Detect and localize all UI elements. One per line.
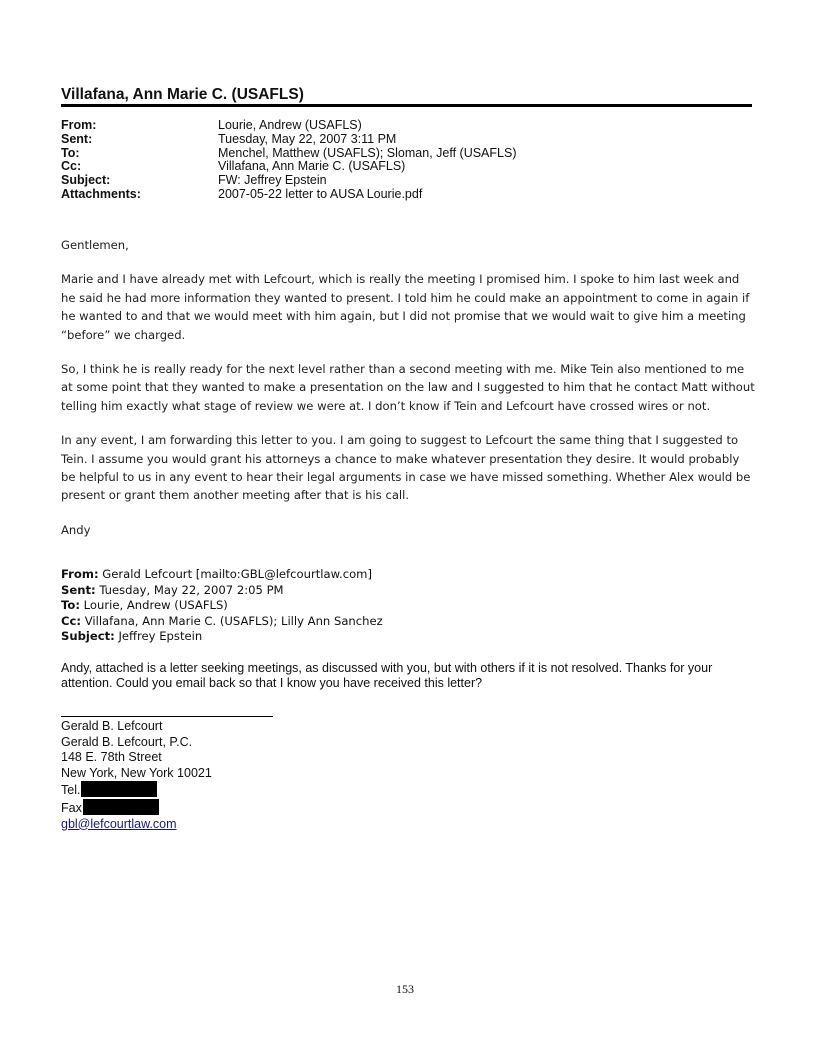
email-header [61, 119, 751, 202]
fwd-row-to [61, 598, 751, 614]
fwd-row-cc [61, 614, 751, 630]
signature-city: New York, New York 10021 [61, 765, 212, 780]
redaction-box [81, 781, 157, 797]
email-body [61, 236, 756, 555]
fax-label: Fax [61, 800, 82, 815]
fwd-sent-label: Sent: [61, 582, 96, 597]
header-row-sent [61, 133, 751, 147]
sign-off: Andy [61, 522, 91, 537]
from-value: Lourie, Andrew (USAFLS) [218, 118, 362, 132]
subject-value: FW: Jeffrey Epstein [218, 173, 327, 188]
from-label: From: [61, 118, 97, 132]
fwd-row-from [61, 567, 751, 583]
fwd-cc-label: Cc: [61, 613, 82, 628]
to-value: Menchel, Matthew (USAFLS); Sloman, Jeff (USAFLS) [218, 145, 517, 160]
fwd-row-subject [61, 629, 751, 645]
forwarded-body: Andy, attached is a letter seeking meetings, as discussed with you, but with others if it is not resolved. Thanks for your attention. Could you email back so that I know you have received this letter? [61, 661, 713, 690]
header-row-to [61, 147, 751, 161]
header-row-from [61, 119, 751, 133]
attachment-link[interactable]: 2007-05-22 letter to AUSA Lourie.pdf [218, 186, 423, 201]
header-row-subject [61, 174, 751, 188]
subject-label: Subject: [61, 173, 111, 188]
title-divider [61, 104, 752, 107]
attachments-label: Attachments: [61, 186, 141, 201]
sent-label: Sent: [61, 131, 93, 146]
cc-value: Villafana, Ann Marie C. (USAFLS) [218, 159, 406, 174]
signature-block [61, 719, 361, 832]
paragraph: In any event, I am forwarding this letter to you. I am going to suggest to Lefcourt the same thing that I suggested to Tein. I assume you would grant his attorneys a chance to make whatever presentation they desire. It would probably be helpful to us in any event to hear their legal arguments in case we have missed something. Whether Alex would be present or grant them another meeting after that is his call. [61, 433, 751, 503]
signature-street: 148 E. 78th Street [61, 750, 162, 765]
to-label: To: [61, 145, 80, 160]
fwd-to-label: To: [61, 598, 80, 612]
fwd-subject-value: Jeffrey Epstein [118, 629, 203, 643]
fwd-sent-value: Tuesday, May 22, 2007 2:05 PM [99, 582, 284, 597]
fwd-to-value: Lourie, Andrew (USAFLS) [83, 598, 228, 612]
header-row-attachments [61, 188, 751, 202]
signature-divider [61, 716, 273, 717]
paragraph: So, I think he is really ready for the next level rather than a second meeting with me. Mike Tein also mentioned to me at some point that they wanted to make a presentation on the law and I suggested to him that he contact Matt without telling him exactly what stage of review we were at. I don’t know if Tein and Lefcourt have crossed wires or not. [61, 362, 755, 413]
tel-label: Tel. [61, 783, 81, 798]
sent-value: Tuesday, May 22, 2007 3:11 PM [218, 131, 397, 146]
signature-fax [61, 799, 361, 817]
page-number: 153 [396, 982, 414, 996]
fwd-row-sent [61, 583, 751, 599]
greeting: Gentlemen, [61, 238, 129, 252]
forwarded-header [61, 567, 751, 645]
fwd-cc-value: Villafana, Ann Marie C. (USAFLS); Lilly Ann Sanchez [84, 613, 383, 628]
signature-tel [61, 781, 361, 799]
fwd-subject-label: Subject: [61, 629, 115, 643]
fwd-from-value: Gerald Lefcourt [mailto:GBL@lefcourtlaw.com] [102, 567, 372, 581]
fwd-from-label: From: [61, 567, 99, 581]
paragraph: Marie and I have already met with Lefcourt, which is really the meeting I promised him. I spoke to him last week and he said he had more information they wanted to present. I told him he could make an appointment to come in again if he wanted to and that we would meet with him again, but I did not promise that we would wait to give him a meeting “before” we charged. [61, 272, 750, 342]
cc-label: Cc: [61, 159, 82, 174]
document-title: Villafana, Ann Marie C. (USAFLS) [61, 86, 304, 103]
redaction-box [83, 799, 159, 815]
email-link[interactable]: gbl@lefcourtlaw.com [61, 816, 177, 831]
signature-email [61, 817, 361, 833]
header-row-cc [61, 160, 751, 174]
signature-firm: Gerald B. Lefcourt, P.C. [61, 734, 193, 749]
signature-name: Gerald B. Lefcourt [61, 719, 163, 733]
